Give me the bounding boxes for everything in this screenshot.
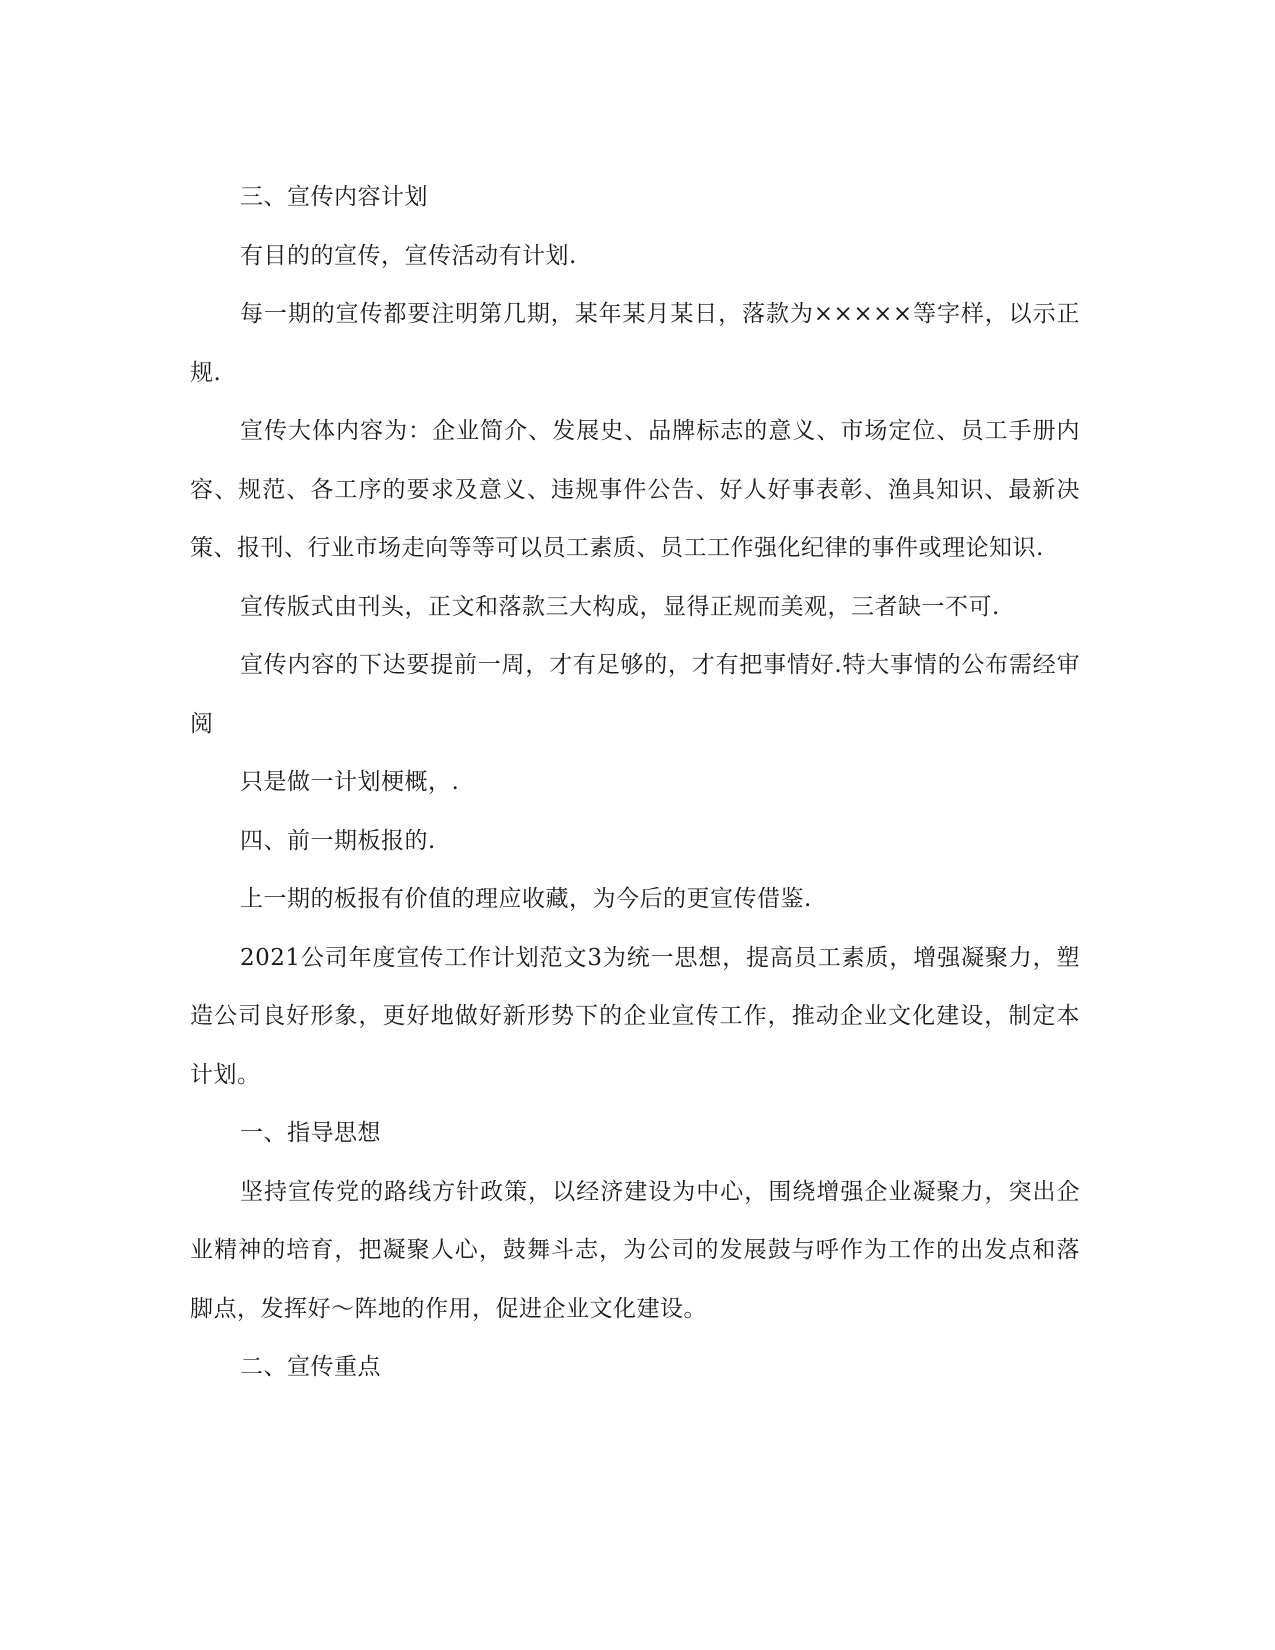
paragraph: 只是做一计划梗概，. <box>240 769 460 795</box>
paragraph: 宣传版式由刊头，正文和落款三大构成，显得正规而美观，三者缺一不可. <box>240 593 1000 620</box>
section-heading-previous-board: 四、前一期板报的. <box>240 827 436 854</box>
paragraph: 宣传内容的下达要提前一周，才有足够的，才有把事情好.特大事情的公布需经审阅 <box>190 652 1080 737</box>
paragraph: 每一期的宣传都要注明第几期，某年某月某日，落款为×××××等字样，以示正规. <box>190 301 1080 386</box>
paragraph: 上一期的板报有价值的理应收藏，为今后的更宣传借鉴. <box>240 886 812 912</box>
paragraph: 2021公司年度宣传工作计划范文3为统一思想，提高员工素质，增强凝聚力，塑造公司良好形象，更好地做好新形势下的企业宣传工作，推动企业文化建设，制定本计划。 <box>190 944 1080 1088</box>
paragraph: 坚持宣传党的路线方针政策，以经济建设为中心，围绕增强企业凝聚力，突出企业精神的培育，把凝聚人心，鼓舞斗志，为公司的发展鼓与呼作为工作的出发点和落脚点，发挥好～阵地的作用，促进企业文化建设。 <box>190 1178 1080 1322</box>
section-heading-publicity-focus: 二、宣传重点 <box>240 1354 381 1380</box>
section-heading-guiding-ideology: 一、指导思想 <box>240 1120 381 1146</box>
document-body <box>190 168 1080 1397</box>
paragraph: 宣传大体内容为：企业简介、发展史、品牌标志的意义、市场定位、员工手册内容、规范、各工序的要求及意义、违规事件公告、好人好事表彰、渔具知识、最新决策、报刊、行业市场走向等等可以员工素质、员工工作强化纪律的事件或理论知识. <box>190 418 1080 561</box>
section-heading-content-plan: 三、宣传内容计划 <box>240 184 428 210</box>
paragraph: 有目的的宣传，宣传活动有计划. <box>240 242 577 269</box>
